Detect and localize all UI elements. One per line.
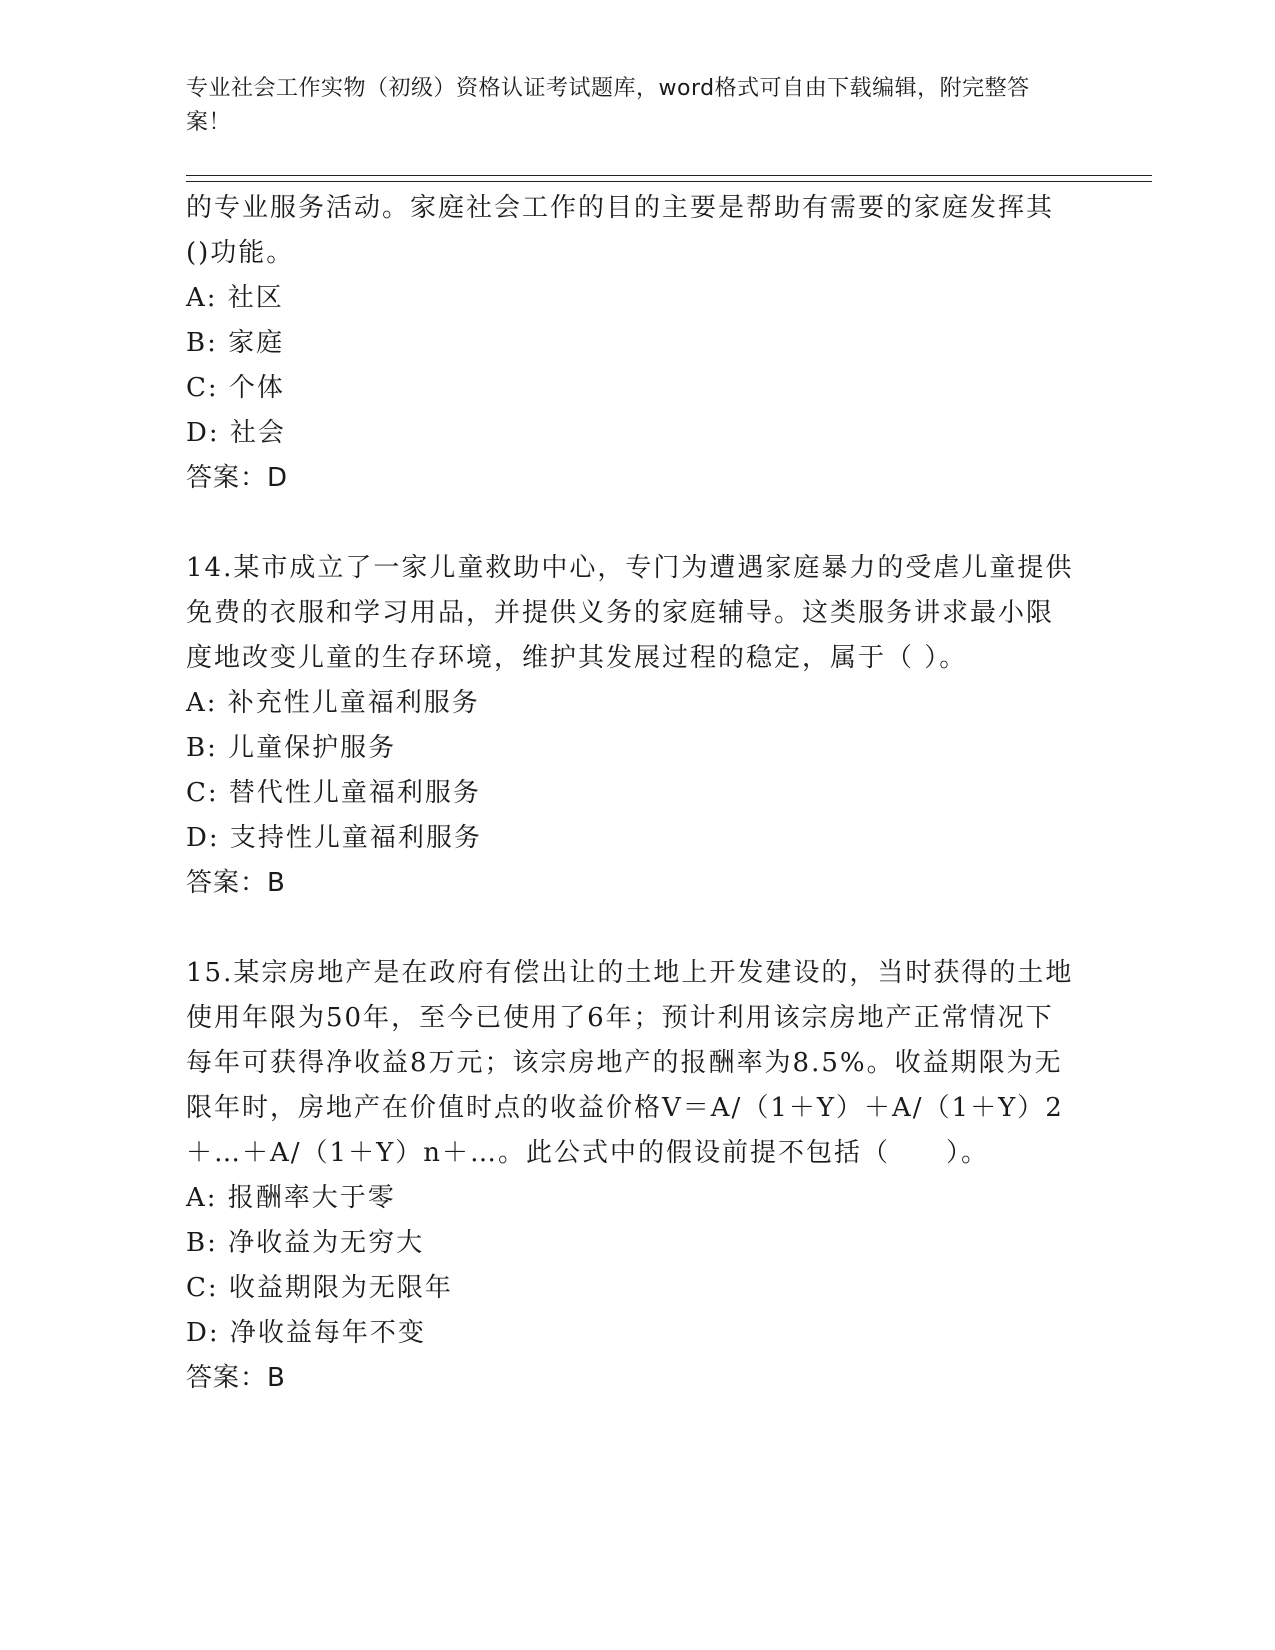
header-rule-bottom [186, 181, 1152, 182]
document-body [186, 186, 1076, 1401]
answer-label: 答案：B [186, 868, 286, 898]
option-c: C: 个体 [186, 373, 285, 403]
option-b: B: 儿童保护服务 [186, 733, 397, 763]
header-rule-top [186, 175, 1152, 176]
answer-label: 答案：B [186, 1363, 286, 1393]
answer-label: 答案：D [186, 463, 289, 493]
question-text: 14.某市成立了一家儿童救助中心，专门为遭遇家庭暴力的受虐儿童提供免费的衣服和学习用品，并提供义务的家庭辅导。这类服务讲求最小限度地改变儿童的生存环境，维护其发展过程的稳定，属于（ ）。 [186, 553, 1074, 673]
option-c: C: 替代性儿童福利服务 [186, 778, 481, 808]
header-title: 专业社会工作实物（初级）资格认证考试题库，word格式可自由下载编辑，附完整答案！ [186, 76, 1030, 135]
option-d: D: 支持性儿童福利服务 [186, 823, 482, 853]
document-header [186, 72, 1066, 140]
option-a: A: 社区 [186, 283, 284, 313]
option-a: A: 补充性儿童福利服务 [186, 688, 480, 718]
question-block-14 [186, 546, 1076, 906]
option-d: D: 净收益每年不变 [186, 1318, 426, 1348]
question-text: 的专业服务活动。家庭社会工作的目的主要是帮助有需要的家庭发挥其()功能。 [186, 193, 1055, 268]
option-b: B: 家庭 [186, 328, 285, 358]
option-b: B: 净收益为无穷大 [186, 1228, 425, 1258]
question-text: 15.某宗房地产是在政府有偿出让的土地上开发建设的，当时获得的土地使用年限为50年，至今已使用了6年；预计利用该宗房地产正常情况下每年可获得净收益8万元；该宗房地产的报酬率为8.5%。收益期限为无限年时，房地产在价值时点的收益价格V＝A/（1＋Y）＋A/（1＋Y）2＋…＋A/（1＋Y）n＋…。此公式中的假设前提不包括（ ）。 [186, 958, 1074, 1168]
question-block-15 [186, 951, 1076, 1401]
option-c: C: 收益期限为无限年 [186, 1273, 453, 1303]
option-a: A: 报酬率大于零 [186, 1183, 396, 1213]
question-block-continued [186, 186, 1076, 501]
option-d: D: 社会 [186, 418, 286, 448]
